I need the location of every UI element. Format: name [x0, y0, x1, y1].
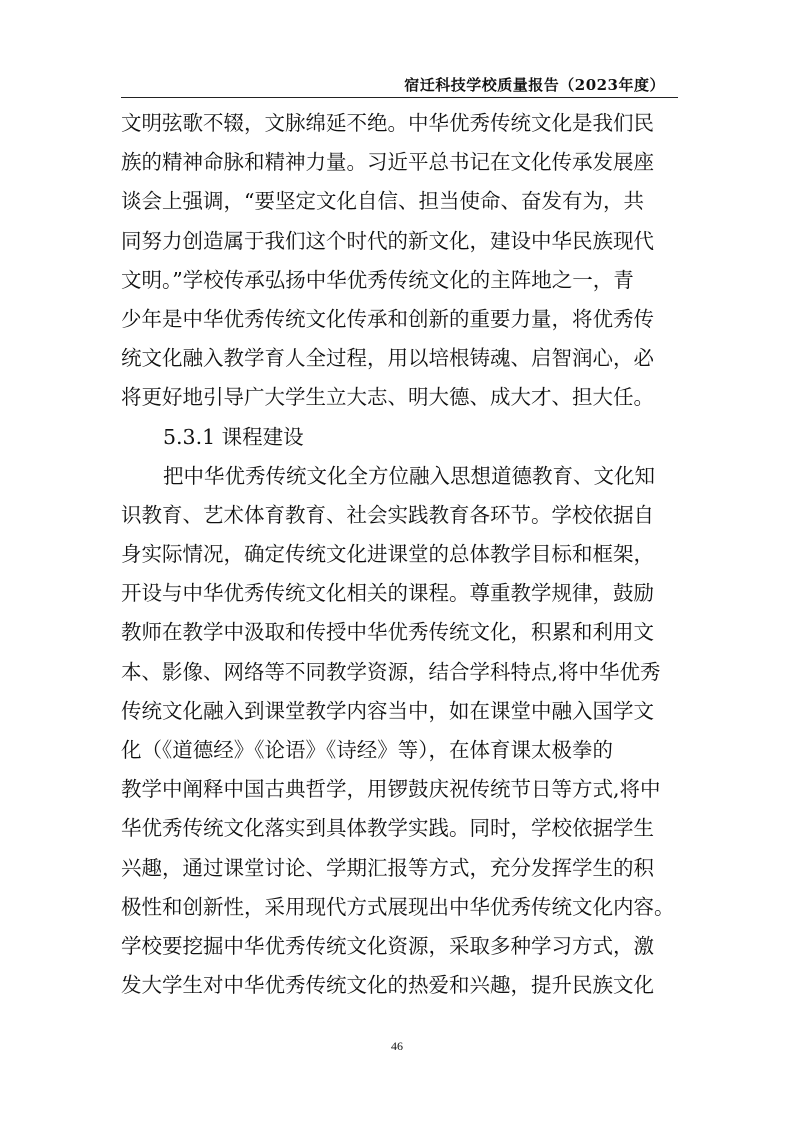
text-line: 发大学生对中华优秀传统文化的热爱和兴趣，提升民族文化	[121, 973, 654, 998]
text-line: 统文化融入教学育人全过程，用以培根铸魂、启智润心，必	[121, 346, 654, 371]
paragraph-curriculum	[121, 457, 681, 1006]
text-line: 谈会上强调，“要坚定文化自信、担当使命、奋发有为，共	[121, 189, 644, 214]
header-divider	[121, 97, 678, 98]
text-line: 同努力创造属于我们这个时代的新文化，建设中华民族现代	[121, 228, 654, 253]
text-line: 化（《道德经》《论语》《诗经》等），在体育课太极拳的	[121, 738, 613, 762]
text-line: 身实际情况，确定传统文化进课堂的总体教学目标和框架，	[121, 542, 654, 567]
text-line: 华优秀传统文化落实到具体教学实践。同时，学校依据学生	[121, 816, 654, 841]
text-line: 教师在教学中汲取和传授中华优秀传统文化，积累和利用文	[121, 620, 654, 645]
text-line: 把中华优秀传统文化全方位融入思想道德教育、文化知	[163, 463, 655, 488]
text-line: 族的精神命脉和精神力量。习近平总书记在文化传承发展座	[121, 150, 654, 175]
text-line: 教学中阐释中国古典哲学，用锣鼓庆祝传统节日等方式,将中	[121, 777, 661, 802]
text-line: 文明弦歌不辍，文脉绵延不绝。中华优秀传统文化是我们民	[121, 111, 654, 135]
text-line: 开设与中华优秀传统文化相关的课程。尊重教学规律，鼓励	[121, 581, 654, 606]
text-line: 文明。”学校传承弘扬中华优秀传统文化的主阵地之一，青	[121, 267, 634, 292]
text-line: 学校要挖掘中华优秀传统文化资源，采取多种学习方式，激	[121, 933, 654, 958]
page-number: 46	[391, 1039, 403, 1053]
text-line: 极性和创新性，采用现代方式展现出中华优秀传统文化内容。	[121, 894, 675, 919]
text-line: 传统文化融入到课堂教学内容当中，如在课堂中融入国学文	[121, 698, 654, 723]
text-line: 本、影像、网络等不同教学资源，结合学科特点,将中华优秀	[121, 659, 661, 684]
text-line: 识教育、艺术体育教育、社会实践教育各环节。学校依据自	[121, 502, 654, 527]
document-body	[121, 104, 681, 1005]
section-heading: 5.3.1 课程建设	[163, 424, 304, 449]
text-line: 兴趣，通过课堂讨论、学期汇报等方式，充分发挥学生的积	[121, 855, 654, 880]
text-line: 少年是中华优秀传统文化传承和创新的重要力量，将优秀传	[121, 306, 654, 331]
paragraph-cultural-heritage	[121, 104, 681, 418]
running-header: 宿迁科技学校质量报告（2023年度）	[404, 76, 665, 94]
text-line: 将更好地引导广大学生立大志、明大德、成大才、担大任。	[121, 385, 654, 410]
